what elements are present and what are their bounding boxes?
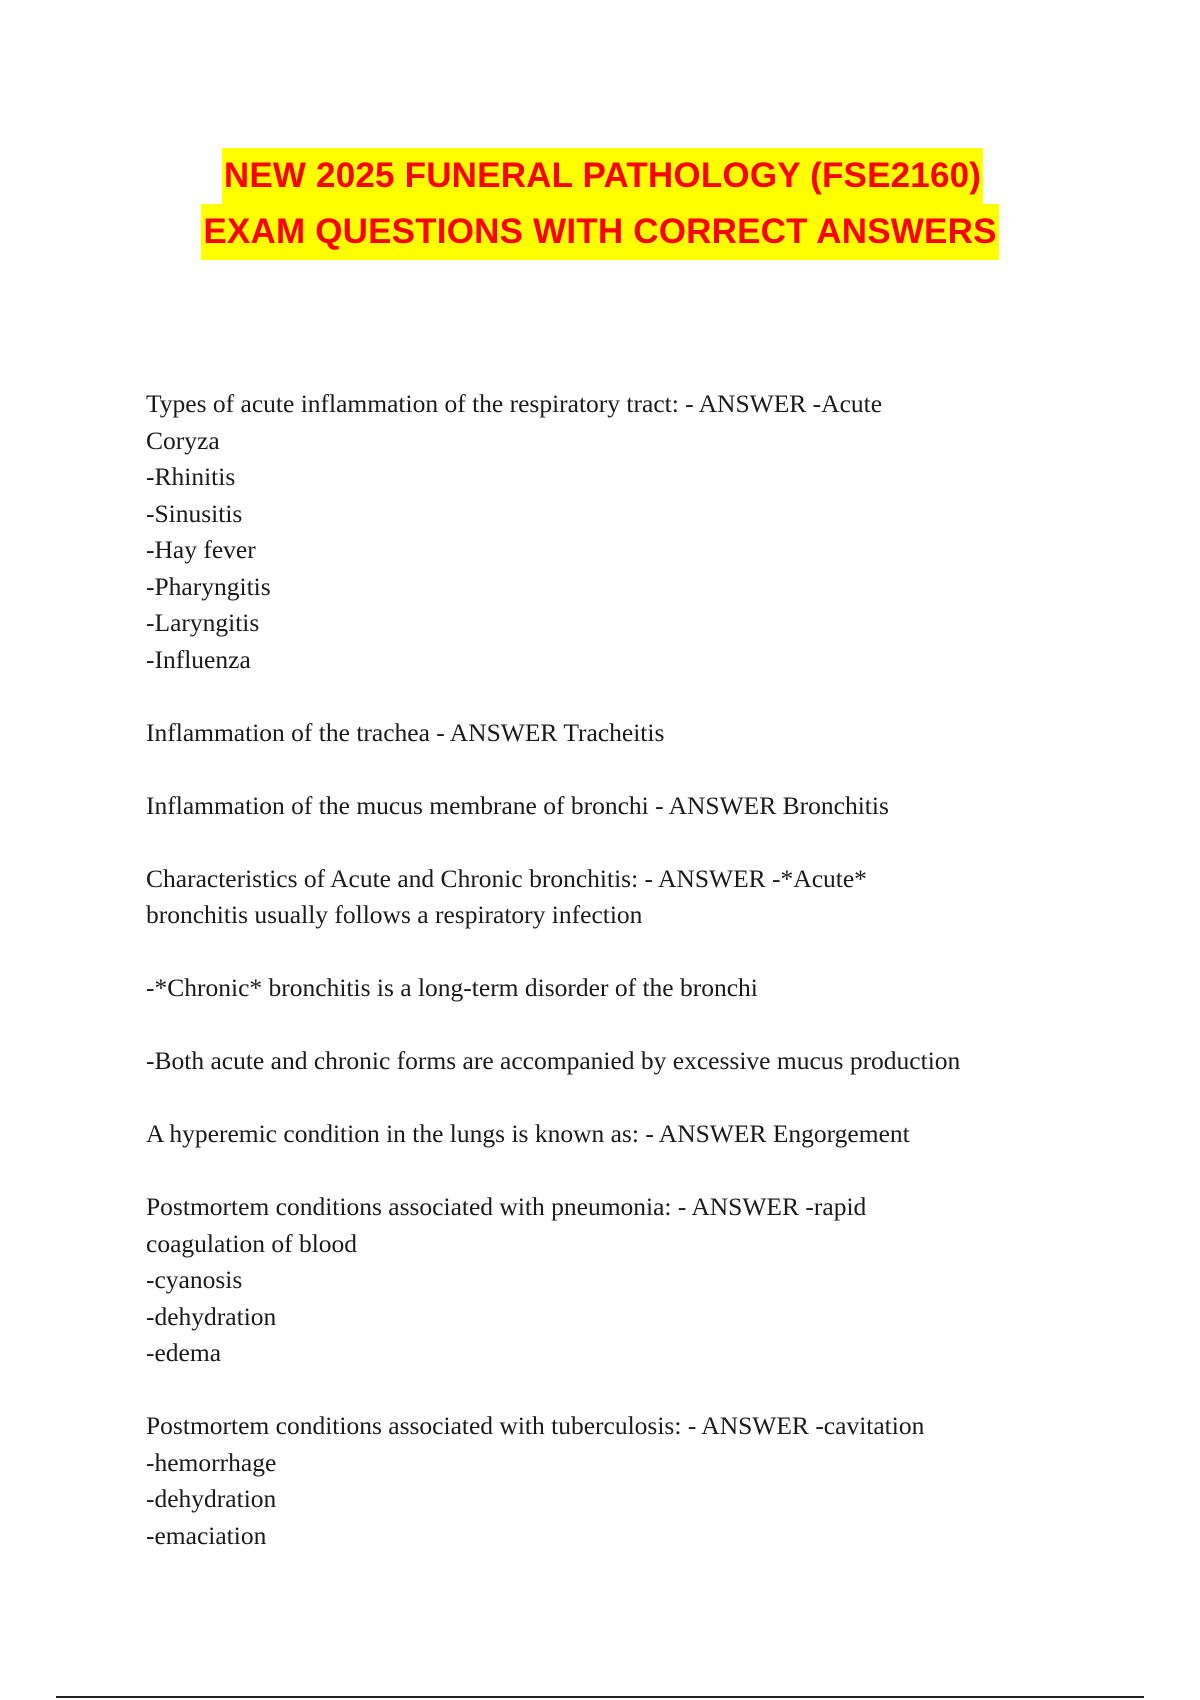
qa-line: -dehydration	[146, 1484, 277, 1513]
title-line-1: NEW 2025 FUNERAL PATHOLOGY (FSE2160)	[222, 148, 983, 204]
qa-line: -edema	[146, 1338, 222, 1367]
qa-line: Coryza	[146, 425, 220, 455]
qa-line: Characteristics of Acute and Chronic bronchitis: - ANSWER -*Acute*	[146, 863, 867, 893]
qa-line: -emaciation	[146, 1520, 267, 1550]
qa-line: -dehydration	[146, 1301, 277, 1331]
qa-line: Postmortem conditions associated with pneumonia: - ANSWER -rapid	[146, 1192, 867, 1221]
qa-block	[146, 1043, 1076, 1080]
qa-line: -hemorrhage	[146, 1447, 277, 1477]
qa-block	[146, 715, 1076, 752]
qa-line: -Pharyngitis	[146, 571, 271, 601]
qa-block	[146, 386, 1076, 678]
qa-line: coagulation of blood	[146, 1228, 358, 1258]
qa-line: -Both acute and chronic forms are accompanied by excessive mucus production	[146, 1046, 961, 1075]
qa-line: -Sinusitis	[146, 498, 243, 528]
qa-line: bronchitis usually follows a respiratory infection	[146, 900, 643, 929]
qa-line: Types of acute inflammation of the respiratory tract: - ANSWER -Acute	[146, 389, 883, 418]
qa-line: -Influenza	[146, 644, 251, 674]
qa-line: -*Chronic* bronchitis is a long-term disorder of the bronchi	[146, 973, 758, 1002]
qa-line: -cyanosis	[146, 1265, 243, 1294]
qa-line: -Laryngitis	[146, 608, 260, 637]
qa-block	[146, 788, 1076, 825]
qa-line: -Hay fever	[146, 535, 256, 564]
qa-line: Inflammation of the trachea - ANSWER Tracheitis	[146, 717, 665, 747]
qa-block	[146, 861, 1076, 934]
page-bottom-divider	[56, 1696, 1144, 1698]
qa-line: Inflammation of the mucus membrane of bronchi - ANSWER Bronchitis	[146, 790, 889, 820]
qa-block	[146, 970, 1076, 1007]
qa-block	[146, 1408, 1076, 1554]
title-line-2: EXAM QUESTIONS WITH CORRECT ANSWERS	[201, 204, 998, 260]
qa-line: Postmortem conditions associated with tuberculosis: - ANSWER -cavitation	[146, 1411, 925, 1440]
document-title	[0, 148, 1200, 260]
qa-block	[146, 1189, 1076, 1372]
qa-content	[146, 386, 1076, 1591]
qa-line: -Rhinitis	[146, 462, 236, 491]
qa-line: A hyperemic condition in the lungs is known as: - ANSWER Engorgement	[146, 1119, 910, 1148]
qa-block	[146, 1116, 1076, 1153]
